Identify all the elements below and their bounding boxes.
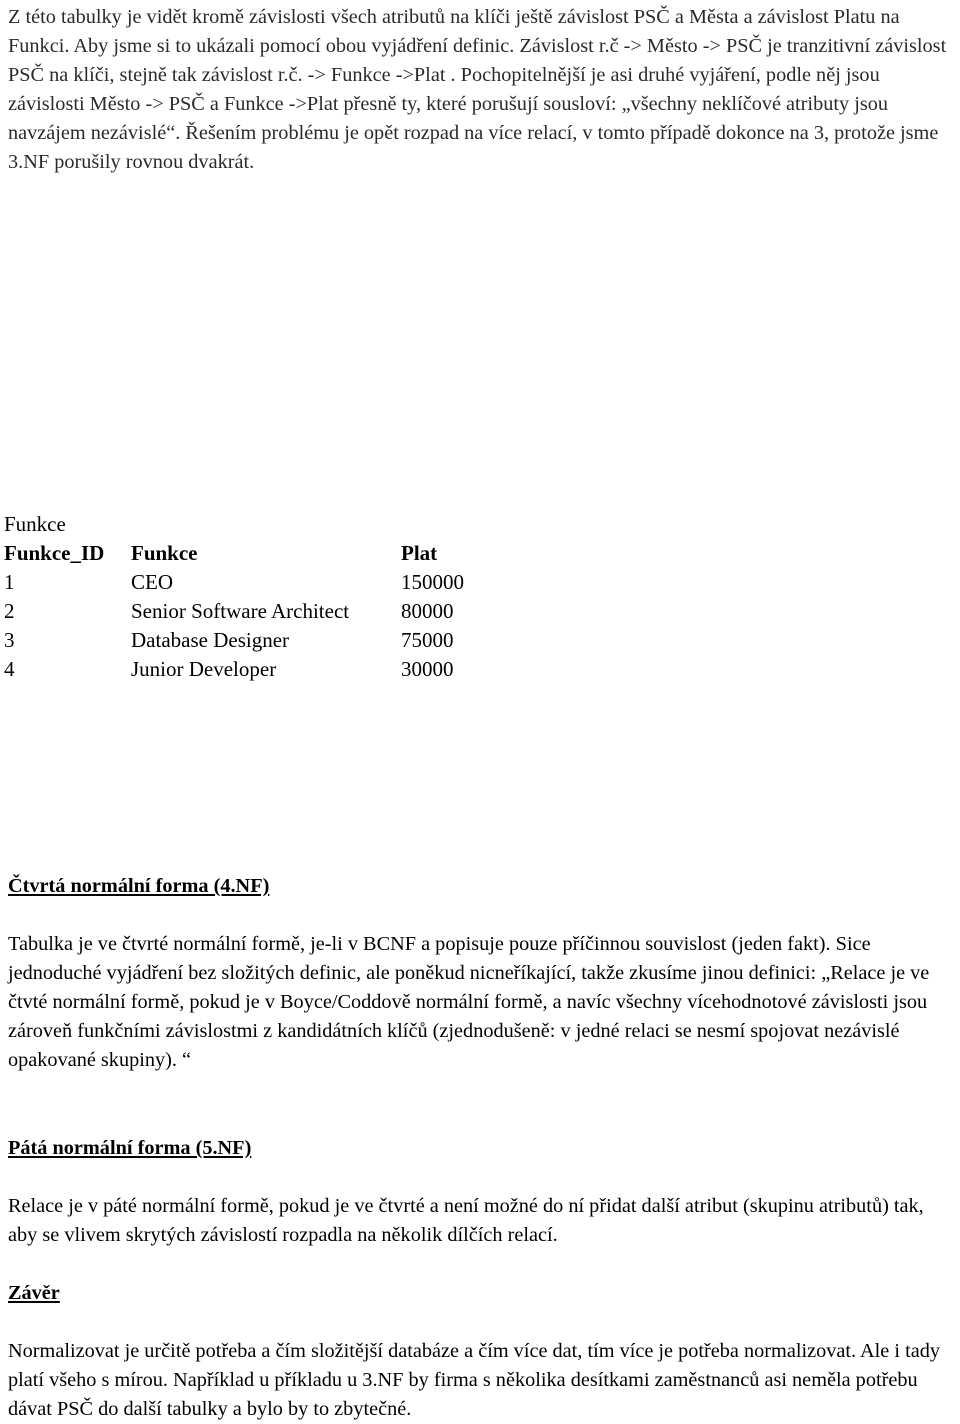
cell-plat: 75000	[401, 628, 454, 652]
cell-plat: 30000	[401, 657, 454, 681]
cell-plat: 150000	[401, 570, 464, 594]
cell-funkce: Senior Software Architect	[131, 599, 350, 623]
header-funkce: Funkce	[131, 541, 198, 565]
intro-paragraph: Z této tabulky je vidět kromě závislosti všech atributů na klíči ještě závislost PSČ a Města a závislost Platu na Funkci. Aby jsme si to ukázali pomocí obou vyjádření definic. Závislost r.č -> Město -> PSČ je tranzitivní závislost PSČ na klíči, stejně tak závislost r.č. -> Funkce ->Plat . Pochopitelnější je asi druhé vyjáření, podle něj jsou závislosti Město -> PSČ a Funkce ->Plat přesně ty, které porušují sousloví: „všechny neklíčové atributy jsou navzájem nezávislé“. Řešením problému je opět rozpad na více relací, v tomto případě dokonce na 3, protože jsme 3.NF porušily rovnou dvakrát.	[8, 6, 947, 173]
cell-plat: 80000	[401, 599, 454, 623]
funkce-table-block	[4, 510, 501, 684]
cell-funkce: CEO	[131, 570, 173, 594]
table-row	[4, 655, 501, 684]
table-row	[4, 568, 501, 597]
cell-funkce: Junior Developer	[131, 657, 277, 681]
header-funkce-id: Funkce_ID	[4, 541, 105, 565]
table-row	[4, 626, 501, 655]
table-header-row	[4, 539, 501, 568]
heading-5nf: Pátá normální forma (5.NF)	[8, 1137, 252, 1159]
paragraph-4nf: Tabulka je ve čtvrté normální formě, je-li v BCNF a popisuje pouze příčinnou souvislost (jeden fakt). Sice jednoduché vyjádření bez složitých definic, ale poněkud nicneříkající, takže zkusíme jinou definici: „Relace je ve čtvté normální formě, pokud je v Boyce/Coddově normální formě, a navíc všechny vícehodnotové závislosti jsou zároveň funkčními závislostmi z kandidátních klíčů (zjednodušeně: v jedné relaci se nesmí spojovat nezávislé opakované skupiny). “	[8, 933, 930, 1071]
cell-id: 3	[4, 628, 15, 652]
cell-id: 2	[4, 599, 15, 623]
table-row	[4, 597, 501, 626]
header-plat: Plat	[401, 541, 438, 565]
funkce-table	[4, 539, 501, 684]
heading-zaver: Závěr	[8, 1282, 60, 1304]
paragraph-5nf: Relace je v páté normální formě, pokud je ve čtvrté a není možné do ní přidat další atribut (skupinu atributů) tak, aby se vlivem skrytých závislostí rozpadla na několik dílčích relací.	[8, 1195, 924, 1246]
cell-id: 1	[4, 570, 15, 594]
heading-4nf: Čtvrtá normální forma (4.NF)	[8, 875, 270, 897]
cell-id: 4	[4, 657, 15, 681]
paragraph-zaver: Normalizovat je určitě potřeba a čím složitější databáze a čím více dat, tím více je potřeba normalizovat. Ale i tady platí všeho s mírou. Například u příkladu u 3.NF by firma s několika desítkami zaměstnanců asi neměla potřebu dávat PSČ do další tabulky a bylo by to zbytečné.	[8, 1340, 941, 1420]
cell-funkce: Database Designer	[131, 628, 290, 652]
table-caption: Funkce	[4, 512, 66, 536]
